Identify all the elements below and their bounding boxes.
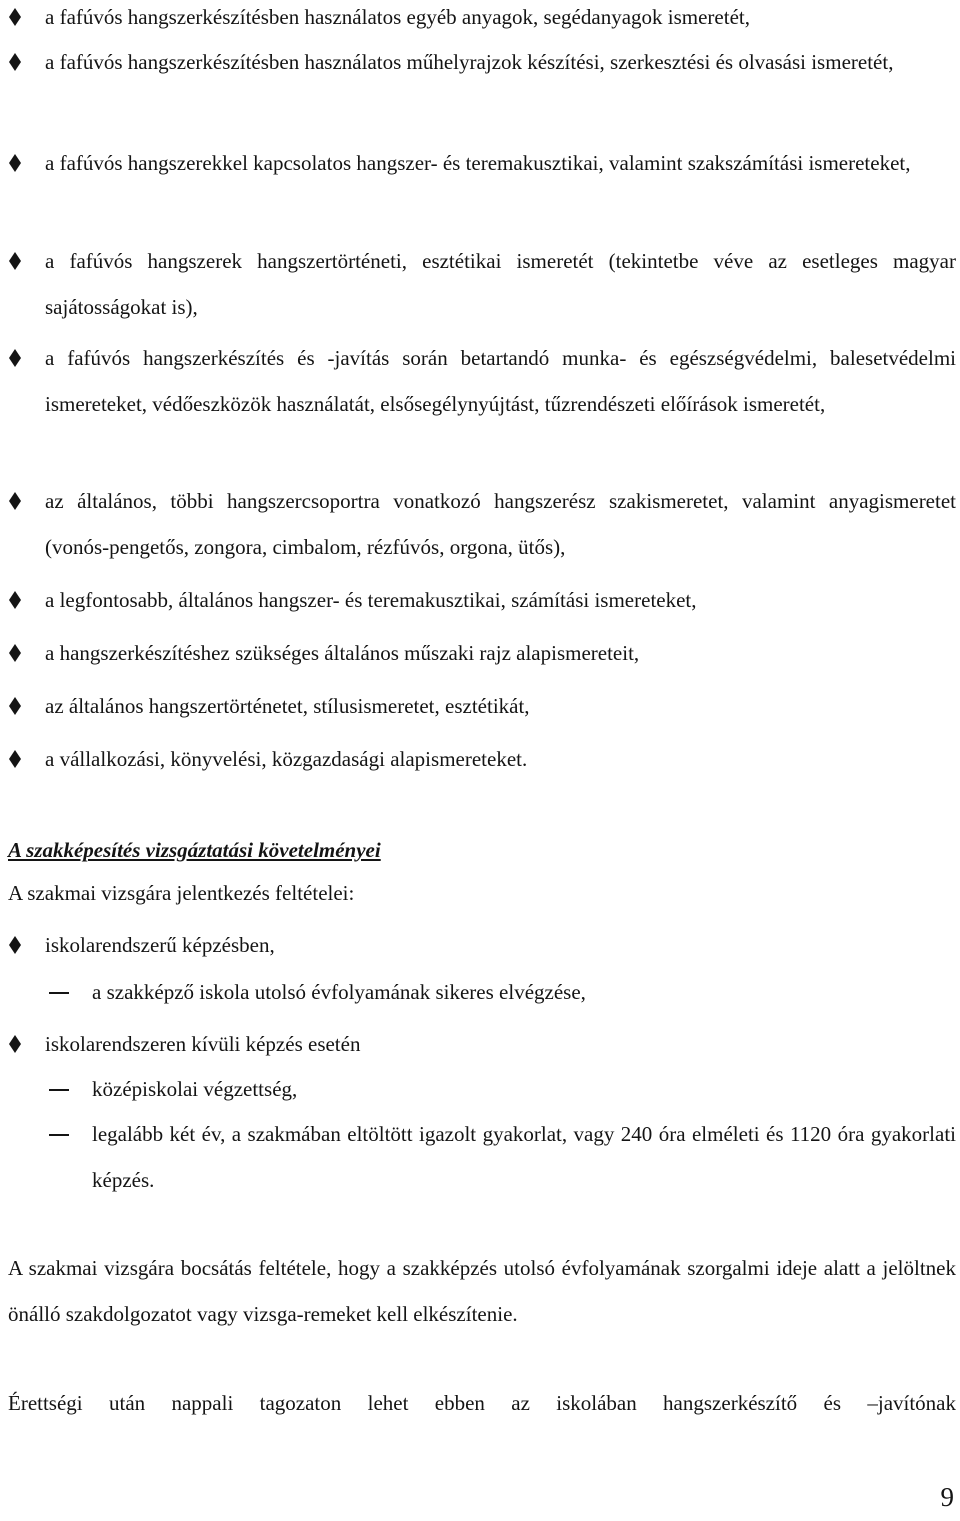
list-item-text: a fafúvós hangszerkészítésben használatos egyéb anyagok, segédanyagok ismeretét, (45, 5, 750, 29)
list-item-text: a fafúvós hangszerek hangszertörténeti, esztétikai ismeretét (tekintetbe véve az esetleges magyar sajátosságokat is), (45, 249, 956, 319)
list-item-text: a fafúvós hangszerkészítés és -javítás során betartandó munka- és egészségvédelmi, balesetvédelmi ismereteket, védőeszközök használatát, elsősegélynyújtást, tűzrendészeti előírások ismeretét, (45, 346, 956, 416)
diamond-bullet-icon (9, 591, 21, 609)
list-item-text: az általános, többi hangszercsoportra vonatkozó hangszerész szakismeretet, valamint anyagismeretet (vonós-pengetős, zongora, cimbalom, rézfúvós, orgona, ütős), (45, 489, 956, 559)
diamond-bullet-icon (9, 349, 21, 367)
dash-bullet-icon (49, 1089, 69, 1091)
diamond-bullet-icon (9, 53, 21, 71)
dash-bullet-icon (49, 992, 69, 994)
diamond-bullet-icon (9, 644, 21, 662)
diamond-bullet-icon (9, 697, 21, 715)
diamond-bullet-icon (9, 750, 21, 768)
list-item-text: a hangszerkészítéshez szükséges általános műszaki rajz alapismereteit, (45, 641, 640, 665)
diamond-bullet-icon (9, 8, 21, 26)
diamond-bullet-icon (9, 492, 21, 510)
list-item-text: a legfontosabb, általános hangszer- és teremakusztikai, számítási ismereteket, (45, 588, 697, 612)
page-number: 9 (940, 1482, 954, 1512)
sub-item-text: a szakképző iskola utolsó évfolyamának sikeres elvégzése, (92, 980, 586, 1004)
sub-item-text: legalább két év, a szakmában eltöltött igazolt gyakorlat, vagy 240 óra elméleti és 1120 óra gyakorlati képzés. (92, 1122, 956, 1192)
list-item-text: a fafúvós hangszerekkel kapcsolatos hangszer- és teremakusztikai, valamint szakszámítási ismereteket, (45, 151, 911, 175)
diamond-bullet-icon (9, 1035, 21, 1053)
diamond-bullet-icon (9, 154, 21, 172)
section-heading: A szakképesítés vizsgáztatási követelményei (8, 838, 381, 862)
condition-label: iskolarendszerű képzésben, (45, 933, 275, 957)
paragraph: A szakmai vizsgára bocsátás feltétele, hogy a szakképzés utolsó évfolyamának szorgalmi ideje alatt a jelöltnek önálló szakdolgozatot vagy vizsga-remeket kell elkészítenie. (8, 1256, 956, 1326)
paragraph: Érettségi után nappali tagozaton lehet ebben az iskolában hangszerkészítő és –javítónak (8, 1391, 956, 1415)
diamond-bullet-icon (9, 252, 21, 270)
sub-item-text: középiskolai végzettség, (92, 1077, 298, 1101)
list-item-text: az általános hangszertörténetet, stílusismeretet, esztétikát, (45, 694, 530, 718)
list-item-text: a fafúvós hangszerkészítésben használatos műhelyrajzok készítési, szerkesztési és olvasási ismeretét, (45, 50, 894, 74)
conditions-intro: A szakmai vizsgára jelentkezés feltételei: (8, 881, 355, 905)
dash-bullet-icon (49, 1134, 69, 1136)
condition-label: iskolarendszeren kívüli képzés esetén (45, 1032, 361, 1056)
diamond-bullet-icon (9, 936, 21, 954)
list-item-text: a vállalkozási, könyvelési, közgazdasági alapismereteket. (45, 747, 528, 771)
